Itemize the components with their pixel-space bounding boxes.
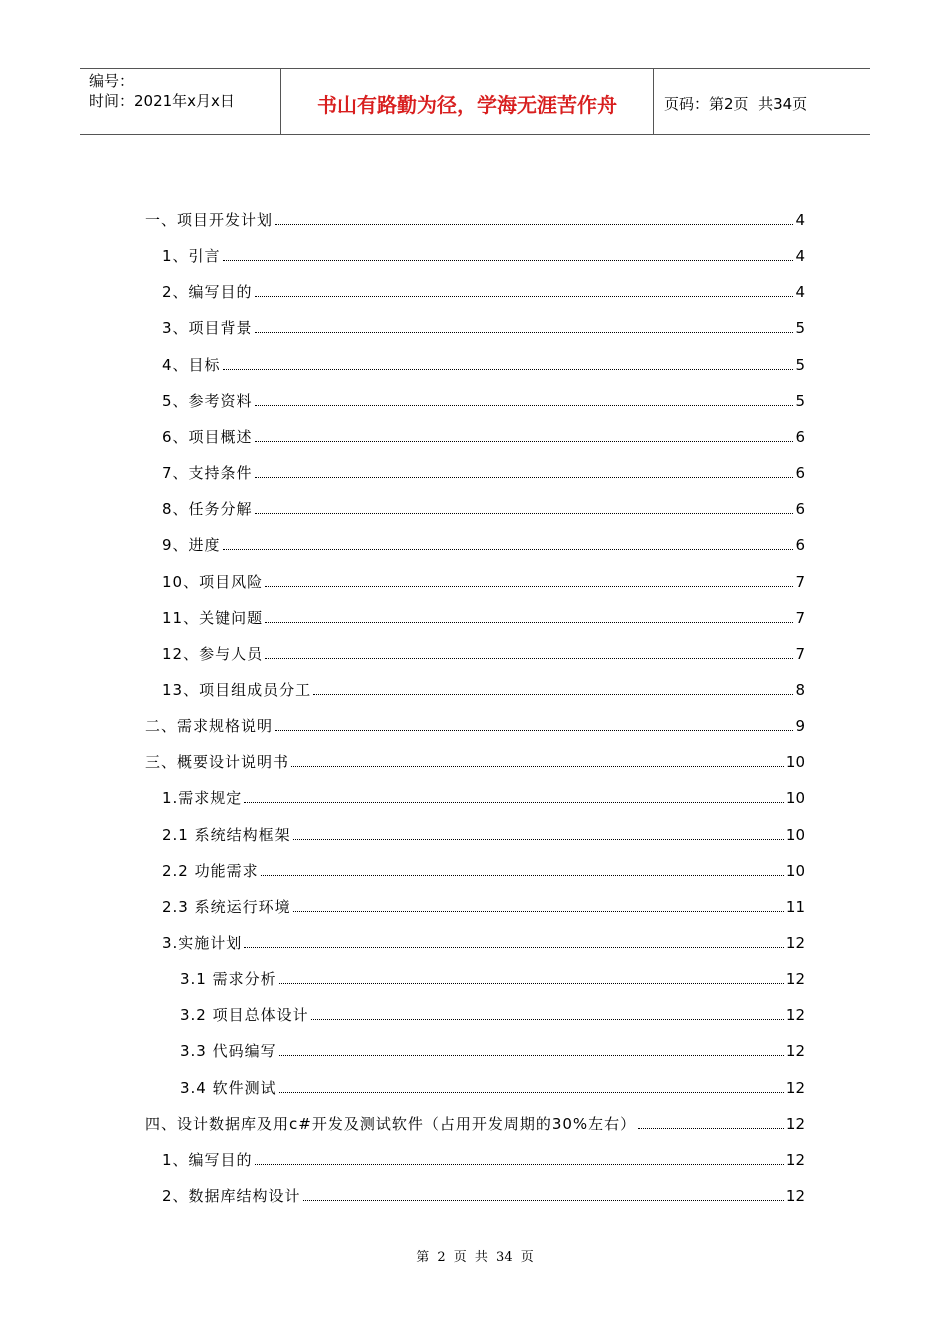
toc-leader-dots	[279, 983, 784, 984]
toc-entry-page: 12	[785, 1151, 805, 1169]
toc-leader-dots	[275, 730, 793, 731]
toc-leader-dots	[291, 766, 784, 767]
toc-leader-dots	[293, 911, 784, 912]
toc-entry-title: 11、关键问题	[162, 609, 264, 627]
toc-entry[interactable]	[180, 1074, 805, 1098]
toc-leader-dots	[275, 224, 793, 225]
toc-entry-page: 12	[785, 1187, 805, 1205]
toc-leader-dots	[293, 839, 784, 840]
toc-entry-page: 12	[785, 1079, 805, 1097]
toc-leader-dots	[255, 1164, 784, 1165]
toc-entry-page: 7	[795, 609, 805, 627]
toc-entry-title: 2.2 功能需求	[162, 862, 259, 880]
toc-entry-title: 5、参考资料	[162, 392, 253, 410]
toc-entry[interactable]	[162, 568, 805, 592]
toc-leader-dots	[303, 1200, 784, 1201]
toc-leader-dots	[223, 369, 794, 370]
toc-entry-title: 2.3 系统运行环境	[162, 898, 291, 916]
toc-entry-title: 2、编写目的	[162, 283, 253, 301]
motto: 书山有路勤为径，学海无涯苦作舟	[281, 69, 654, 134]
toc-entry[interactable]	[162, 929, 805, 953]
toc-entry-page: 12	[785, 970, 805, 988]
toc-entry-page: 6	[795, 536, 805, 554]
toc-entry-page: 6	[795, 428, 805, 446]
toc-entry[interactable]	[162, 821, 805, 845]
toc-leader-dots	[279, 1055, 784, 1056]
toc-entry-title: 3.2 项目总体设计	[180, 1006, 309, 1024]
toc-entry-title: 四、设计数据库及用c#开发及测试软件（占用开发周期的30%左右）	[145, 1115, 637, 1133]
toc-entry[interactable]	[162, 1146, 805, 1170]
toc-entry-title: 13、项目组成员分工	[162, 681, 312, 699]
toc-entry-title: 4、目标	[162, 356, 221, 374]
toc-leader-dots	[313, 694, 793, 695]
toc-leader-dots	[223, 260, 794, 261]
toc-entry-title: 9、进度	[162, 536, 221, 554]
toc-entry-page: 7	[795, 573, 805, 591]
toc-entry[interactable]	[162, 1182, 805, 1206]
toc-entry[interactable]	[145, 712, 805, 736]
toc-leader-dots	[311, 1019, 784, 1020]
toc-leader-dots	[255, 441, 794, 442]
toc-entry[interactable]	[162, 387, 805, 411]
toc-leader-dots	[265, 586, 793, 587]
toc-entry[interactable]	[145, 1110, 805, 1134]
toc-entry-page: 12	[785, 934, 805, 952]
page-footer: 第 2 页 共 34 页	[416, 1250, 534, 1265]
toc-entry-page: 5	[795, 319, 805, 337]
toc-leader-dots	[244, 802, 784, 803]
toc-entry[interactable]	[145, 748, 805, 772]
toc-entry[interactable]	[180, 1037, 805, 1061]
toc-entry[interactable]	[162, 531, 805, 555]
toc-entry-page: 12	[785, 1006, 805, 1024]
page-info: 页码：第2页 共34页	[664, 95, 808, 113]
toc-entry-title: 12、参与人员	[162, 645, 264, 663]
toc-entry-title: 3、项目背景	[162, 319, 253, 337]
toc-entry[interactable]	[162, 351, 805, 375]
toc-leader-dots	[255, 296, 794, 297]
toc-entry-page: 10	[785, 862, 805, 880]
toc-entry-title: 1、编写目的	[162, 1151, 253, 1169]
toc-entry-page: 5	[795, 392, 805, 410]
toc-entry[interactable]	[162, 676, 805, 700]
date-label: 时间：2021年x月x日	[89, 92, 235, 110]
toc-entry-page: 12	[785, 1042, 805, 1060]
toc-entry-title: 二、需求规格说明	[145, 717, 274, 735]
toc-entry-page: 4	[795, 247, 805, 265]
toc-leader-dots	[255, 405, 794, 406]
toc-entry-title: 3.1 需求分析	[180, 970, 277, 988]
toc-entry-page: 4	[795, 211, 805, 229]
toc-entry-title: 6、项目概述	[162, 428, 253, 446]
toc-entry-page: 6	[795, 500, 805, 518]
toc-entry-page: 10	[785, 826, 805, 844]
toc-entry-page: 4	[795, 283, 805, 301]
toc-entry[interactable]	[162, 459, 805, 483]
toc-entry-title: 2、数据库结构设计	[162, 1187, 301, 1205]
toc-entry-page: 5	[795, 356, 805, 374]
toc-leader-dots	[255, 477, 794, 478]
toc-entry-page: 10	[785, 789, 805, 807]
number-label: 编号：	[89, 72, 135, 90]
toc-entry[interactable]	[162, 604, 805, 628]
toc-entry-title: 2.1 系统结构框架	[162, 826, 291, 844]
toc-entry-title: 8、任务分解	[162, 500, 253, 518]
toc-leader-dots	[279, 1092, 784, 1093]
toc-entry[interactable]	[180, 1001, 805, 1025]
toc-entry[interactable]	[180, 965, 805, 989]
toc-leader-dots	[265, 622, 793, 623]
toc-entry-page: 11	[785, 898, 805, 916]
toc-leader-dots	[265, 658, 793, 659]
toc-entry[interactable]	[162, 423, 805, 447]
toc-entry[interactable]	[145, 206, 805, 230]
toc-entry[interactable]	[162, 857, 805, 881]
toc-leader-dots	[255, 332, 794, 333]
toc-leader-dots	[255, 513, 794, 514]
toc-entry-page: 8	[795, 681, 805, 699]
toc-leader-dots	[223, 549, 794, 550]
toc-entry-page: 10	[785, 753, 805, 771]
toc-entry-title: 3.4 软件测试	[180, 1079, 277, 1097]
toc-leader-dots	[638, 1128, 784, 1129]
toc-entry[interactable]	[162, 242, 805, 266]
toc-entry-page: 7	[795, 645, 805, 663]
toc-leader-dots	[244, 947, 784, 948]
toc-entry-page: 9	[795, 717, 805, 735]
toc-entry-title: 3.3 代码编写	[180, 1042, 277, 1060]
toc-entry[interactable]	[162, 495, 805, 519]
toc-entry-title: 一、项目开发计划	[145, 211, 274, 229]
toc-entry-page: 12	[785, 1115, 805, 1133]
toc-entry-page: 6	[795, 464, 805, 482]
toc-entry-title: 1.需求规定	[162, 789, 243, 807]
toc-entry-title: 1、引言	[162, 247, 221, 265]
toc-entry[interactable]	[162, 314, 805, 338]
toc-entry[interactable]	[162, 784, 805, 808]
toc-entry[interactable]	[162, 893, 805, 917]
toc-entry-title: 10、项目风险	[162, 573, 264, 591]
toc-entry[interactable]	[162, 278, 805, 302]
toc-entry-title: 7、支持条件	[162, 464, 253, 482]
toc-entry-title: 3.实施计划	[162, 934, 243, 952]
toc-entry-title: 三、概要设计说明书	[145, 753, 290, 771]
toc-leader-dots	[261, 875, 784, 876]
toc-entry[interactable]	[162, 640, 805, 664]
